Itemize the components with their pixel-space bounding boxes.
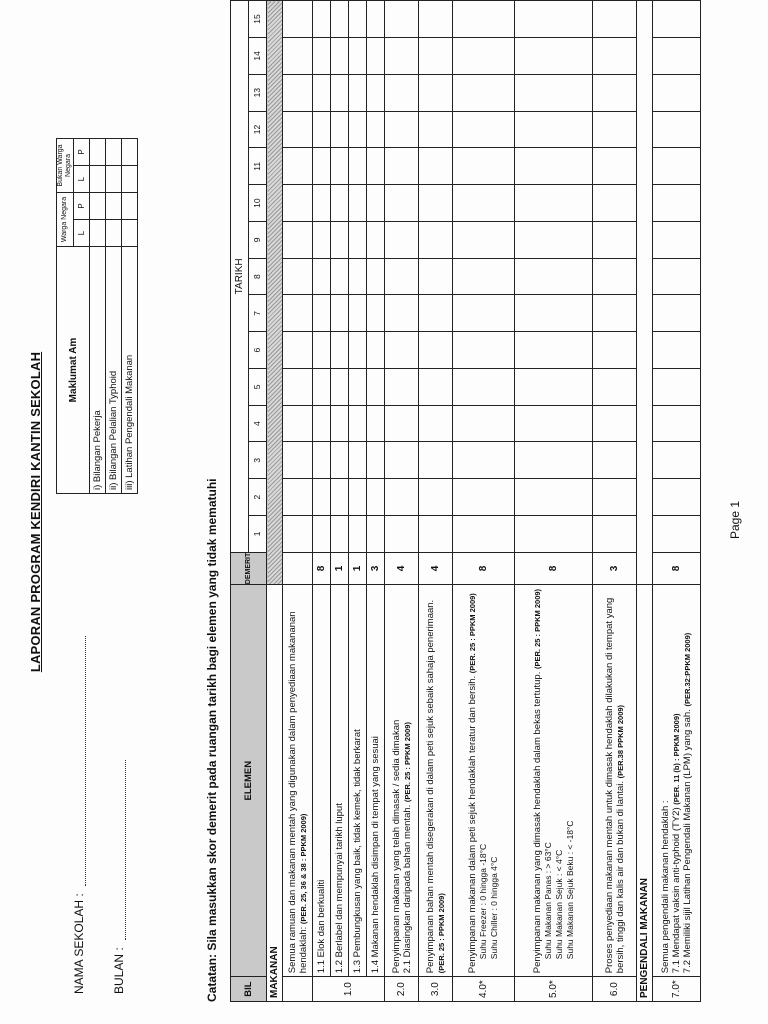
date-cell[interactable] [349,37,367,74]
date-cell[interactable] [653,515,701,552]
date-cell[interactable] [515,1,593,38]
maklumat-cell[interactable] [106,166,122,193]
date-cell[interactable] [367,332,385,369]
bulan-field[interactable] [125,760,126,940]
date-cell[interactable] [367,37,385,74]
date-cell[interactable] [385,368,419,405]
date-cell[interactable] [593,148,637,185]
bukan-warga-p: P [74,139,90,166]
date-cell[interactable] [313,74,331,111]
maklumat-cell[interactable] [122,193,138,220]
demerit-score: 8 [653,552,701,585]
date-cell[interactable] [453,295,515,332]
element-text: Penyimpanan bahan mentah disegerakan di dalam peti sejuk sebaik sahaja penerimaan. [424,599,436,974]
date-cell[interactable] [419,515,453,552]
date-cell[interactable] [419,479,453,516]
element-cell [313,585,331,977]
date-cell[interactable] [349,111,367,148]
date-cell[interactable] [385,111,419,148]
date-cell[interactable] [313,185,331,222]
form-title: LAPORAN PROGRAM KENDIRI KANTIN SEKOLAH [28,351,43,673]
date-cell[interactable] [349,515,367,552]
element-cell [331,585,349,977]
maklumat-cell[interactable] [90,193,106,220]
maklumat-row-label: i) Bilangan Pekerja [90,247,106,494]
date-cell[interactable] [515,221,593,258]
date-cell[interactable] [593,368,637,405]
nama-sekolah-field[interactable] [85,636,86,886]
bulan-row [112,760,126,994]
date-cell[interactable] [419,111,453,148]
elemen-header: ELEMEN [231,585,267,977]
date-cell[interactable] [385,1,419,38]
date-cell[interactable] [385,479,419,516]
demerit-score: 1 [331,552,349,585]
date-cell[interactable] [515,295,593,332]
date-cell[interactable] [331,479,349,516]
date-cell[interactable] [367,221,385,258]
element-text: Penyimpanan makanan yang dimasak hendaklah dalam bekas tertutup. [531,671,543,974]
date-cell[interactable] [367,479,385,516]
date-cell[interactable] [349,221,367,258]
date-cell[interactable] [313,295,331,332]
date-cell[interactable] [283,515,313,552]
date-cell[interactable] [419,332,453,369]
reference: (PER. 25 : PPKM 2009) [468,593,477,674]
date-cell[interactable] [283,295,313,332]
bil-cell: 3.0 [419,977,453,1002]
date-cell[interactable] [331,368,349,405]
date-cell[interactable] [313,332,331,369]
date-cell[interactable] [283,148,313,185]
date-cell[interactable] [331,442,349,479]
section-row [267,1,283,1002]
date-cell[interactable] [385,405,419,442]
date-cell[interactable] [349,258,367,295]
element-row [593,1,637,1002]
day-header: 3 [249,442,267,479]
date-cell[interactable] [283,221,313,258]
maklumat-row-label: iii) Latihan Pengendali Makanan [122,247,138,494]
date-cell[interactable] [453,479,515,516]
date-cell[interactable] [515,148,593,185]
section-makanan: MAKANAN [267,585,283,1002]
date-cell[interactable] [283,368,313,405]
maklumat-header: Maklumat Am [57,247,90,494]
date-cell[interactable] [593,37,637,74]
date-cell[interactable] [453,442,515,479]
day-header: 6 [249,332,267,369]
demerit-score [283,552,313,585]
date-cell[interactable] [283,479,313,516]
date-cell[interactable] [453,37,515,74]
date-cell[interactable] [331,185,349,222]
element-text: 2.1 Diasingkan daripada bahan mentah. [401,804,413,974]
date-cell[interactable] [283,405,313,442]
date-cell[interactable] [653,258,701,295]
date-cell[interactable] [385,37,419,74]
element-row [331,1,349,1002]
date-cell[interactable] [367,368,385,405]
date-cell[interactable] [653,111,701,148]
date-cell[interactable] [349,295,367,332]
date-cell[interactable] [453,368,515,405]
day-header: 2 [249,479,267,516]
date-cell[interactable] [653,37,701,74]
date-cell[interactable] [419,148,453,185]
day-header: 13 [249,74,267,111]
demerit-score: 1 [349,552,367,585]
element-row [515,1,593,1002]
date-cell[interactable] [349,479,367,516]
element-cell [453,585,515,977]
date-cell[interactable] [515,515,593,552]
date-cell[interactable] [453,1,515,38]
date-cell[interactable] [453,405,515,442]
maklumat-cell[interactable] [106,220,122,247]
date-cell[interactable] [385,185,419,222]
section-spacer [637,1,653,585]
date-cell[interactable] [385,295,419,332]
date-cell[interactable] [313,111,331,148]
date-cell[interactable] [653,332,701,369]
date-cell[interactable] [283,258,313,295]
date-cell[interactable] [331,74,349,111]
date-cell[interactable] [593,295,637,332]
maklumat-cell[interactable] [90,139,106,166]
reference: (PER. 11 (b) : PPKM 2009) [672,713,681,805]
warga-l: L [74,220,90,247]
date-cell[interactable] [331,111,349,148]
date-cell[interactable] [367,1,385,38]
date-cell[interactable] [515,185,593,222]
day-header: 9 [249,221,267,258]
bil-cell: 1.0 [313,977,385,1002]
element-row [313,1,331,1002]
date-cell[interactable] [283,37,313,74]
date-cell[interactable] [419,1,453,38]
date-cell[interactable] [313,442,331,479]
element-row [653,1,701,1002]
catatan-note: Catatan: Sila masukkan skor demerit pada ruangan tarikh bagi elemen yang tidak mematuhi [205,478,219,1002]
reference: (PER. 25, 36 & 38 : PPKM 2009) [298,813,308,925]
day-header: 8 [249,258,267,295]
header-row [231,1,249,1002]
demerit-score: 8 [313,552,331,585]
section-pengendali: PENGENDALI MAKANAN [637,585,653,1002]
reference: (PER.38 PPKM 2009) [615,704,625,779]
date-cell[interactable] [367,258,385,295]
element-row [367,1,385,1002]
intro-text: Semua ramuan dan makanan mentah yang digunakan dalam penyediaan makananan hendaklah: [286,611,309,974]
date-cell[interactable] [313,515,331,552]
date-cell[interactable] [593,479,637,516]
bulan-label: BULAN : [112,947,126,994]
date-cell[interactable] [453,111,515,148]
date-cell[interactable] [313,221,331,258]
date-cell[interactable] [419,295,453,332]
date-cell[interactable] [313,368,331,405]
element-cell [349,585,367,977]
intro-text: Semua pengendali makanan hendaklah : [660,800,671,974]
element-text: 1.1 Elok dan berkualiti [316,879,327,974]
day-header: 14 [249,37,267,74]
date-cell[interactable] [385,442,419,479]
nama-sekolah-label: NAMA SEKOLAH : [72,893,86,994]
panas-temp: Suhu Makanan Panas : > 63°C [542,842,553,960]
date-cell[interactable] [515,258,593,295]
warga-p: P [74,193,90,220]
date-cell[interactable] [367,148,385,185]
date-cell[interactable] [515,37,593,74]
date-cell[interactable] [453,332,515,369]
element-cell [419,585,453,977]
demerit-score: 8 [453,552,515,585]
maklumat-cell[interactable] [122,139,138,166]
date-cell[interactable] [653,221,701,258]
date-cell[interactable] [367,515,385,552]
date-cell[interactable] [453,185,515,222]
intro-row [283,1,313,1002]
date-cell[interactable] [385,74,419,111]
sejuk-temp: Suhu Makanan Sejuk : < 4°C [553,849,564,960]
element-text: Penyimpanan makanan dalam peti sejuk hendaklah teratur dan bersih. [467,675,478,974]
date-cell[interactable] [653,368,701,405]
date-cell[interactable] [349,1,367,38]
date-cell[interactable] [593,1,637,38]
date-cell[interactable] [419,221,453,258]
day-header: 12 [249,111,267,148]
day-header: 15 [249,1,267,38]
date-cell[interactable] [593,185,637,222]
date-cell[interactable] [313,1,331,38]
date-cell[interactable] [367,185,385,222]
date-cell[interactable] [283,1,313,38]
date-cell[interactable] [349,368,367,405]
demerit-score: 4 [419,552,453,585]
date-cell[interactable] [283,185,313,222]
date-cell[interactable] [331,258,349,295]
reference: (PER. 25 : PPKM 2009) [532,588,542,669]
maklumat-cell[interactable] [122,220,138,247]
bil-cell [283,977,313,1002]
date-cell[interactable] [515,111,593,148]
warga-negara-header: Warga Negara [57,193,74,247]
demerit-score: 4 [385,552,419,585]
date-cell[interactable] [653,185,701,222]
bil-cell: 2.0 [385,977,419,1002]
day-header: 1 [249,515,267,552]
element-text: 7.2 Memiliki sijil Latihan Pengendali Makanan (LPM) yang sah. [682,709,693,974]
date-cell[interactable] [385,332,419,369]
date-cell[interactable] [653,148,701,185]
date-cell[interactable] [331,515,349,552]
date-cell[interactable] [453,515,515,552]
date-cell[interactable] [515,74,593,111]
date-cell[interactable] [283,442,313,479]
date-cell[interactable] [331,221,349,258]
date-cell[interactable] [349,185,367,222]
element-row [453,1,515,1002]
date-cell[interactable] [367,405,385,442]
element-row [419,1,453,1002]
day-header: 10 [249,185,267,222]
inspection-table [230,0,701,1002]
date-cell[interactable] [349,405,367,442]
date-cell[interactable] [419,258,453,295]
chiller-temp: Suhu Chiller : 0 hingga 4°C [489,856,499,960]
date-cell[interactable] [653,479,701,516]
date-cell[interactable] [653,442,701,479]
demerit-score: 3 [367,552,385,585]
element-text: Proses penyediaan makanan mentah untuk dimasak hendaklah dilakukan di tempat yang bersih, tinggi dan kalis air dan bukan di lantai. [603,597,626,974]
page-number: Page 1 [728,500,742,539]
element-cell [283,585,313,977]
date-cell[interactable] [313,37,331,74]
date-cell[interactable] [515,442,593,479]
section-row [637,1,653,1002]
date-cell[interactable] [515,405,593,442]
day-header: 4 [249,405,267,442]
element-text: Penyimpanan makanan yang telah dimasak / sedia dimakan [390,719,402,974]
date-cell[interactable] [331,332,349,369]
date-cell[interactable] [331,148,349,185]
bil-cell: 6.0 [593,977,637,1002]
demerit-score: 8 [515,552,593,585]
date-cell[interactable] [283,74,313,111]
date-cell[interactable] [515,479,593,516]
date-cell[interactable] [593,74,637,111]
date-cell[interactable] [653,405,701,442]
tarikh-header: TARIKH [231,1,249,553]
date-cell[interactable] [593,221,637,258]
bukan-warga-l: L [74,166,90,193]
bil-cell: 7.0* [653,977,701,1002]
reference: (PER.32:PPKM 2009) [683,632,692,707]
element-cell [515,585,593,977]
maklumat-cell[interactable] [90,220,106,247]
date-cell[interactable] [593,111,637,148]
date-cell[interactable] [349,442,367,479]
date-cell[interactable] [349,332,367,369]
date-cell[interactable] [419,37,453,74]
day-header: 7 [249,295,267,332]
element-cell [593,585,637,977]
date-cell[interactable] [313,405,331,442]
date-cell[interactable] [349,148,367,185]
date-cell[interactable] [331,295,349,332]
element-cell [653,585,701,977]
demerit-score: 3 [593,552,637,585]
date-cell[interactable] [515,368,593,405]
date-cell[interactable] [453,74,515,111]
date-cell[interactable] [283,111,313,148]
date-cell[interactable] [367,295,385,332]
maklumat-cell[interactable] [90,166,106,193]
nama-sekolah-row [72,636,86,994]
date-cell[interactable] [593,515,637,552]
element-cell [385,585,419,977]
element-text: 1.3 Pembungkusan yang baik, tidak kemek, tidak berkarat [352,729,363,974]
date-cell[interactable] [419,368,453,405]
element-text: 7.1 Mendapat vaksin anti-typhoid (TY2) [671,807,682,974]
day-header: 5 [249,368,267,405]
date-cell[interactable] [593,405,637,442]
maklumat-row-label: ii) Bilangan Pelalian Typhoid [106,247,122,494]
date-cell[interactable] [419,442,453,479]
bukan-warga-header: Bukan Warga Negara [57,139,74,193]
date-cell[interactable] [313,258,331,295]
date-cell[interactable] [515,332,593,369]
date-cell[interactable] [593,442,637,479]
maklumat-am-table [56,138,138,494]
beku-temp: Suhu Makanan Sejuk Beku : < -18°C [564,820,575,960]
date-cell[interactable] [419,74,453,111]
maklumat-cell[interactable] [122,166,138,193]
bil-header: BIL [231,977,267,1002]
date-cell[interactable] [313,148,331,185]
date-cell[interactable] [367,442,385,479]
date-cell[interactable] [593,332,637,369]
date-cell[interactable] [653,74,701,111]
reference: (PER. 25 : PPKM 2009) [402,722,412,803]
date-cell[interactable] [653,295,701,332]
shaded-band [267,1,283,585]
element-text: 1.2 Berlabel dan mempunyai tarikh luput [334,803,345,974]
date-cell[interactable] [593,258,637,295]
date-cell[interactable] [313,479,331,516]
date-cell[interactable] [453,221,515,258]
date-cell[interactable] [331,1,349,38]
element-row [385,1,419,1002]
maklumat-cell[interactable] [106,193,122,220]
date-cell[interactable] [419,185,453,222]
date-cell[interactable] [419,405,453,442]
date-cell[interactable] [367,111,385,148]
maklumat-cell[interactable] [106,139,122,166]
date-cell[interactable] [283,332,313,369]
date-cell[interactable] [385,148,419,185]
date-cell[interactable] [349,74,367,111]
date-cell[interactable] [453,258,515,295]
date-cell[interactable] [331,37,349,74]
date-cell[interactable] [331,405,349,442]
date-cell[interactable] [653,1,701,38]
demerit-header: DEMERIT [231,552,267,585]
freezer-temp: Suhu Freezer : 0 hingga -18°C [478,843,488,960]
element-cell [367,585,385,977]
element-text: 1.4 Makanan hendaklah disimpan di tempat yang sesuai [370,736,381,974]
date-cell[interactable] [367,74,385,111]
day-header: 11 [249,148,267,185]
date-cell[interactable] [385,258,419,295]
bil-cell: 5.0* [515,977,593,1002]
date-cell[interactable] [453,148,515,185]
reference: (PER. 25 : PPKM 2009) [436,893,446,974]
bil-cell: 4.0* [453,977,515,1002]
element-row [349,1,367,1002]
date-cell[interactable] [385,221,419,258]
date-cell[interactable] [385,515,419,552]
